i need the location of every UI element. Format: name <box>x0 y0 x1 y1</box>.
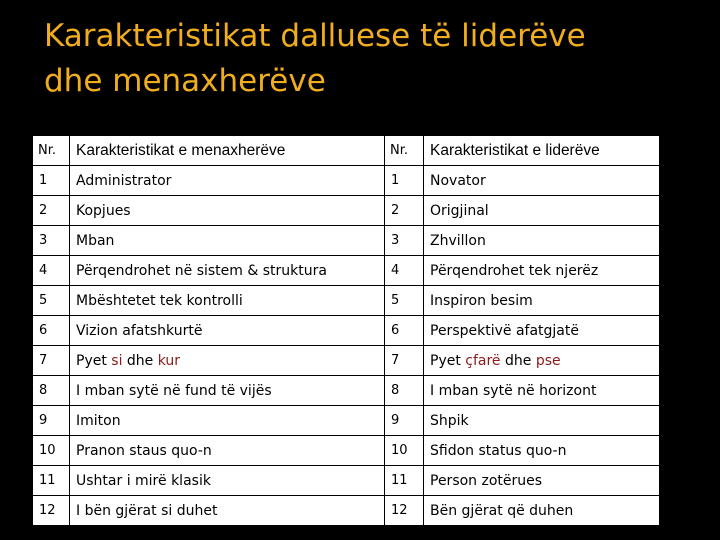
row-number-left: 2 <box>33 196 70 226</box>
manager-trait-highlight: kur <box>157 352 181 369</box>
table-row <box>33 466 660 496</box>
header-leaders: Karakteristikat e liderëve <box>424 136 660 166</box>
slide-title-line-1: Karakteristikat dalluese të liderëve <box>44 18 586 54</box>
row-number-left: 7 <box>33 346 70 376</box>
header-nr-left: Nr. <box>33 136 70 166</box>
row-number-right: 2 <box>385 196 424 226</box>
title-band <box>0 0 720 118</box>
header-managers: Karakteristikat e menaxherëve <box>70 136 385 166</box>
manager-trait: Mban <box>70 226 385 256</box>
table-row <box>33 196 660 226</box>
row-number-left: 5 <box>33 286 70 316</box>
table-row <box>33 316 660 346</box>
slide-title-line-2: dhe menaxherëve <box>44 63 326 99</box>
leader-trait: Bën gjërat që duhen <box>424 496 660 526</box>
manager-trait: Pranon staus quo-n <box>70 436 385 466</box>
leader-trait: Shpik <box>424 406 660 436</box>
table-row <box>33 436 660 466</box>
manager-trait: I bën gjërat si duhet <box>70 496 385 526</box>
manager-trait-text: Pyet <box>76 352 112 369</box>
leader-trait: Origjinal <box>424 196 660 226</box>
manager-trait: Administrator <box>70 166 385 196</box>
table-header-row <box>33 136 660 166</box>
leader-trait: I mban sytë në horizont <box>424 376 660 406</box>
manager-trait: Vizion afatshkurtë <box>70 316 385 346</box>
leader-trait: Person zotërues <box>424 466 660 496</box>
leader-trait: Sfidon status quo-n <box>424 436 660 466</box>
row-number-right: 10 <box>385 436 424 466</box>
leader-trait <box>424 346 660 376</box>
table-row <box>33 226 660 256</box>
leader-trait-text: dhe <box>500 352 536 369</box>
slide-title <box>44 14 704 104</box>
manager-trait: Përqendrohet në sistem & struktura <box>70 256 385 286</box>
row-number-right: 9 <box>385 406 424 436</box>
table-row <box>33 406 660 436</box>
leader-trait-text: Pyet <box>430 352 466 369</box>
row-number-right: 11 <box>385 466 424 496</box>
manager-trait: Imiton <box>70 406 385 436</box>
row-number-right: 3 <box>385 226 424 256</box>
leader-trait: Perspektivë afatgjatë <box>424 316 660 346</box>
leader-trait: Inspiron besim <box>424 286 660 316</box>
row-number-left: 9 <box>33 406 70 436</box>
table-row <box>33 376 660 406</box>
row-number-left: 1 <box>33 166 70 196</box>
row-number-left: 10 <box>33 436 70 466</box>
row-number-left: 12 <box>33 496 70 526</box>
row-number-left: 11 <box>33 466 70 496</box>
leader-trait: Përqendrohet tek njerëz <box>424 256 660 286</box>
row-number-right: 4 <box>385 256 424 286</box>
row-number-left: 6 <box>33 316 70 346</box>
table-row <box>33 346 660 376</box>
table-row <box>33 256 660 286</box>
row-number-right: 6 <box>385 316 424 346</box>
table-row <box>33 166 660 196</box>
row-number-right: 1 <box>385 166 424 196</box>
manager-trait-highlight: si <box>111 352 123 369</box>
row-number-left: 8 <box>33 376 70 406</box>
manager-trait: Ushtar i mirë klasik <box>70 466 385 496</box>
manager-trait <box>70 346 385 376</box>
manager-trait: Kopjues <box>70 196 385 226</box>
table-row <box>33 496 660 526</box>
row-number-left: 3 <box>33 226 70 256</box>
row-number-right: 7 <box>385 346 424 376</box>
row-number-right: 12 <box>385 496 424 526</box>
leader-trait: Zhvillon <box>424 226 660 256</box>
leader-trait-highlight: pse <box>535 352 561 369</box>
manager-trait-text: dhe <box>122 352 158 369</box>
comparison-table <box>32 135 660 526</box>
table-row <box>33 286 660 316</box>
leader-trait-highlight: çfarë <box>465 352 501 369</box>
header-nr-right: Nr. <box>385 136 424 166</box>
manager-trait: I mban sytë në fund të vijës <box>70 376 385 406</box>
row-number-right: 8 <box>385 376 424 406</box>
manager-trait: Mbështetet tek kontrolli <box>70 286 385 316</box>
leader-trait: Novator <box>424 166 660 196</box>
row-number-left: 4 <box>33 256 70 286</box>
row-number-right: 5 <box>385 286 424 316</box>
